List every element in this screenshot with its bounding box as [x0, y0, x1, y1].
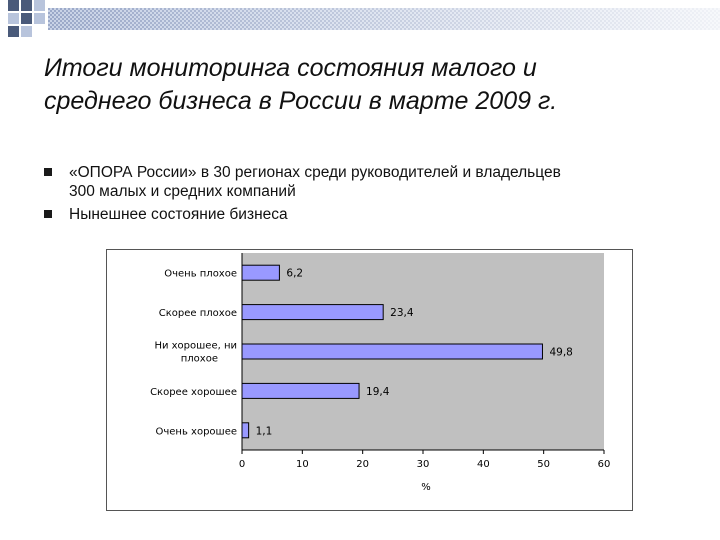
- bullet-item: [44, 205, 694, 224]
- x-tick-label: 60: [597, 459, 611, 470]
- x-tick-label: 20: [356, 459, 370, 470]
- bar: [242, 305, 383, 320]
- x-tick-label: 40: [476, 459, 490, 470]
- category-label: Ни хорошее, ни: [154, 340, 237, 352]
- decorative-header-band: [48, 8, 720, 30]
- data-label: 23,4: [390, 307, 414, 320]
- deco-square: [8, 26, 19, 37]
- deco-square: [8, 13, 19, 24]
- bullet-text-line: 300 малых и средних компаний: [69, 183, 296, 200]
- slide-title: [44, 52, 684, 118]
- x-axis-label: %: [421, 482, 431, 493]
- bullet-square-icon: [44, 168, 52, 176]
- category-label: Очень плохое: [164, 268, 237, 280]
- x-tick-label: 30: [416, 459, 430, 470]
- x-tick-label: 50: [537, 459, 551, 470]
- bar: [242, 423, 249, 438]
- data-label: 19,4: [366, 385, 390, 398]
- bar-chart: [107, 250, 632, 510]
- deco-square: [21, 13, 32, 24]
- deco-band-fade: [48, 8, 720, 30]
- slide-title-line1: Итоги мониторинга состояния малого и: [44, 54, 537, 82]
- bullet-text-line: Нынешнее состояние бизнеса: [69, 206, 288, 223]
- data-label: 1,1: [255, 425, 273, 438]
- category-label: плохое: [180, 353, 218, 365]
- category-label: Скорее плохое: [158, 308, 237, 320]
- deco-square: [21, 26, 32, 37]
- bullet-item: [44, 163, 694, 201]
- category-label: Скорее хорошее: [150, 386, 237, 398]
- slide-title-line2: среднего бизнеса в России в марте 2009 г.: [44, 87, 558, 115]
- bar: [242, 265, 279, 280]
- deco-square: [8, 0, 19, 11]
- bullet-square-icon: [44, 210, 52, 218]
- bullet-text-line: «ОПОРА России» в 30 регионах среди руководителей и владельцев: [69, 164, 561, 181]
- bar-chart-container: [106, 249, 633, 511]
- deco-square: [21, 0, 32, 11]
- bar: [242, 383, 359, 398]
- x-tick-label: 10: [295, 459, 309, 470]
- bullet-list: [44, 163, 694, 228]
- deco-square: [34, 0, 45, 11]
- deco-square: [34, 13, 45, 24]
- data-label: 6,2: [286, 267, 304, 280]
- category-label: Очень хорошее: [155, 426, 237, 438]
- x-tick-label: 0: [238, 459, 246, 470]
- bar: [242, 344, 542, 359]
- data-label: 49,8: [549, 346, 573, 359]
